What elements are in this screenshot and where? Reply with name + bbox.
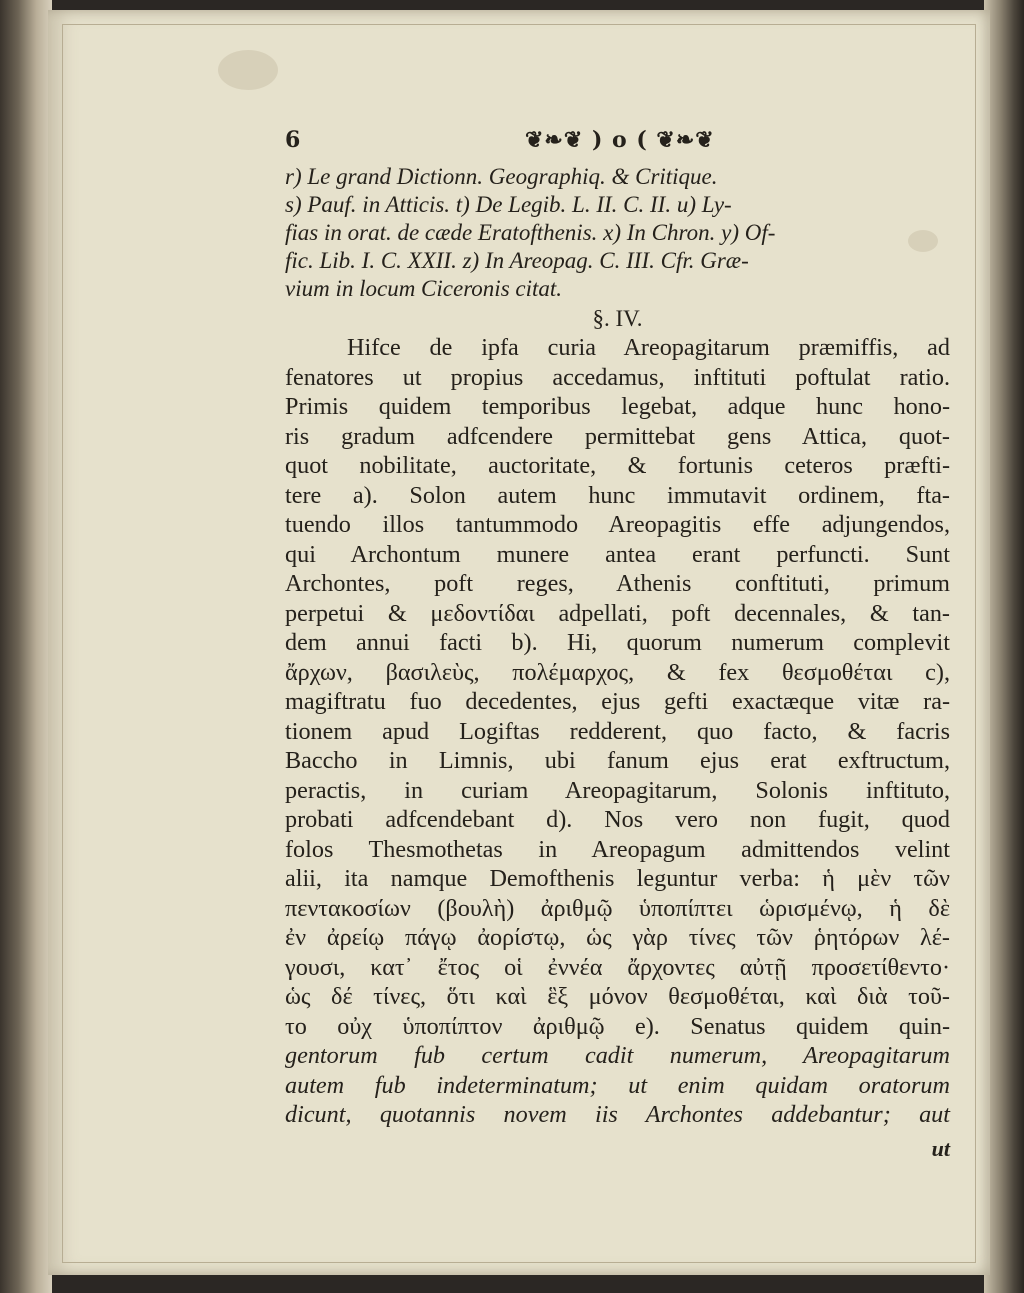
italic-passage [285, 1041, 950, 1130]
section-heading: §. IV. [592, 306, 643, 331]
body-line: autem fub indeterminatum; ut enim quidam oratorum [285, 1071, 950, 1099]
body-line: dicunt, quotannis novem iis Archontes addebantur; aut [285, 1101, 950, 1128]
body-line: γουσι, κατ᾽ ἔτος οἱ ἐννέα ἄρχοντες αὐτῇ προσετίθεντο· [285, 953, 950, 981]
body-line: gentorum fub certum cadit numerum, Areopagitarum [285, 1042, 950, 1069]
footnote-line: vium in locum Ciceronis citat. [285, 276, 563, 301]
body-line: πεντακοσίων (βουλὴ) ἀριθμῷ ὑποπίπτει ὡρισμένῳ, ἡ δὲ [285, 894, 950, 922]
body-line: probati adfcendebant d). Nos vero non fugit, quod [285, 806, 950, 833]
body-line: fenatores ut propius accedamus, inftituti poftulat ratio. [285, 363, 950, 391]
body-line: Baccho in Limnis, ubi fanum ejus erat exftructum, [285, 747, 950, 774]
body-line: Archontes, poft reges, Athenis conftituti, primum [285, 570, 950, 597]
body-line: magiftratu fuo decedentes, ejus gefti exactæque vitæ ra- [285, 688, 950, 715]
footnote-line: fias in orat. de cæde Eratofthenis. x) In Chron. y) Of- [285, 220, 776, 245]
text-block [285, 125, 950, 1162]
body-line: qui Archontum munere antea erant perfuncti. Sunt [285, 540, 950, 568]
body-line: Primis quidem temporibus legebat, adque hunc hono- [285, 393, 950, 420]
body-line: ἄρχων, βασιλεὺς, πολέμαρχος, & fex θεσμοθέται c), [285, 658, 950, 686]
book-binding-left [0, 0, 52, 1293]
body-line: peractis, in curiam Areopagitarum, Solonis inftituto, [285, 776, 950, 804]
body-line: quot nobilitate, auctoritate, & fortunis ceteros præfti- [285, 452, 950, 479]
body-text [285, 333, 950, 1130]
catchword: ut [931, 1135, 950, 1161]
body-line: ἐν ἀρείῳ πάγῳ ἀορίστῳ, ὡς γὰρ τίνες τῶν ῥητόρων λέ- [285, 924, 950, 951]
footnote-line: fic. Lib. I. C. XXII. z) In Areopag. C. III. Cfr. Græ- [285, 248, 749, 273]
running-head [285, 125, 950, 155]
body-line: dem annui facti b). Hi, quorum numerum complevit [285, 629, 950, 656]
body-line: perpetui & μεδοντίδαι adpellati, poft decennales, & tan- [285, 599, 950, 627]
head-ornament: ❦❧❦ ) o ( ❦❧❦ [525, 127, 715, 153]
body-line: ὡς δέ τίνες, ὅτι καὶ ἓξ μόνον θεσμοθέται, καὶ διὰ τοῦ- [285, 983, 950, 1010]
body-line: alii, ita namque Demofthenis leguntur verba: ἡ μὲν τῶν [285, 865, 950, 892]
footnote-line: s) Pauf. in Atticis. t) De Legib. L. II. C. II. u) Ly- [285, 192, 732, 217]
body-line: tere a). Solon autem hunc immutavit ordinem, fta- [285, 481, 950, 509]
body-line: Hifce de ipfa curia Areopagitarum præmiffis, ad [347, 334, 950, 361]
body-line: folos Thesmothetas in Areopagum admittendos velint [285, 835, 950, 863]
body-line: tionem apud Logiftas redderent, quo facto, & facris [285, 717, 950, 745]
book-binding-right [984, 0, 1024, 1293]
body-line: ris gradum adfcendere permittebat gens Attica, quot- [285, 422, 950, 450]
page-number: 6 [285, 127, 301, 153]
footnote-line: r) Le grand Dictionn. Geographiq. & Critique. [285, 164, 718, 189]
footnotes [285, 163, 950, 303]
body-line: το οὐχ ὑποπίπτον ἀριθμῷ e). Senatus quidem quin- [285, 1012, 950, 1040]
body-line: tuendo illos tantummodo Areopagitis effe adjungendos, [285, 511, 950, 538]
paper-stain [218, 50, 278, 90]
